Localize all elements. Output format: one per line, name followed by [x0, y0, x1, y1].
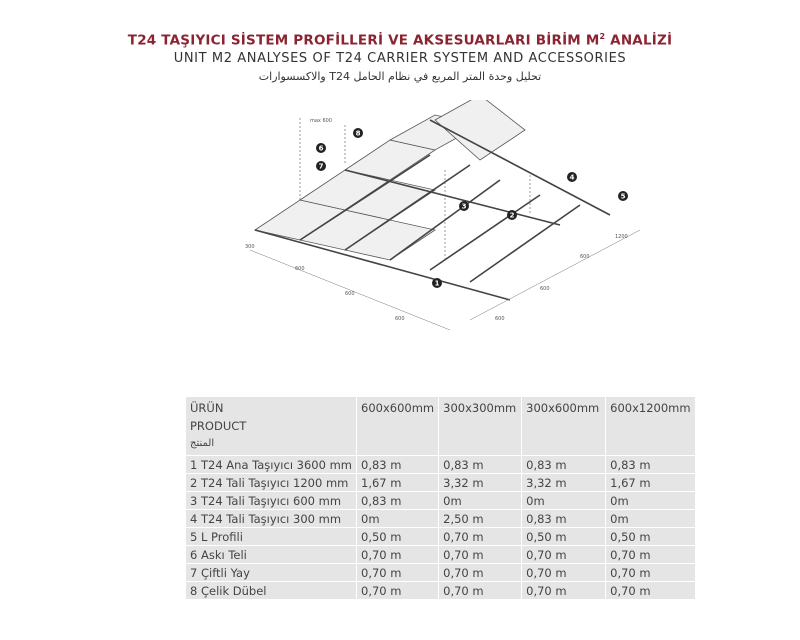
- value-cell: 3,32 m: [439, 474, 522, 492]
- svg-text:4: 4: [569, 173, 575, 182]
- subtitle-arabic: تحليل وحدة المتر المربع في نظام الحامل T24 والاكسسوارات: [258, 70, 542, 83]
- value-cell: 3,32 m: [522, 474, 606, 492]
- callout-2: [507, 210, 517, 220]
- value-cell: 0,70 m: [606, 546, 695, 564]
- svg-text:7: 7: [318, 162, 324, 171]
- value-cell: 0m: [357, 510, 439, 528]
- column-header: 600x600mm: [357, 397, 439, 456]
- value-cell: 0,70 m: [522, 546, 606, 564]
- svg-text:2: 2: [509, 211, 515, 220]
- column-header: 300x300mm: [439, 397, 522, 456]
- value-cell: 0,83 m: [606, 456, 695, 474]
- svg-text:8: 8: [355, 129, 361, 138]
- dimension-label: 600: [540, 286, 550, 292]
- dimension-label: 600: [295, 266, 305, 272]
- value-cell: 0m: [606, 510, 695, 528]
- header-product-ar: المنتج: [190, 438, 215, 449]
- title-superscript: 2: [599, 32, 606, 41]
- product-name: 6 Askı Teli: [186, 546, 357, 564]
- table-row: [186, 492, 695, 510]
- value-cell: 1,67 m: [357, 474, 439, 492]
- value-cell: 2,50 m: [439, 510, 522, 528]
- column-header: 300x600mm: [522, 397, 606, 456]
- value-cell: 0,83 m: [357, 456, 439, 474]
- value-cell: 0,83 m: [522, 510, 606, 528]
- table-row: [186, 474, 695, 492]
- table-row: [186, 546, 695, 564]
- value-cell: 0,70 m: [357, 582, 439, 600]
- product-name: 2 T24 Tali Taşıyıcı 1200 mm: [186, 474, 357, 492]
- value-cell: 0,70 m: [522, 582, 606, 600]
- table-header-row: [186, 397, 695, 456]
- callout-7: [316, 161, 326, 171]
- table-row: [186, 510, 695, 528]
- product-name: 8 Çelik Dübel: [186, 582, 357, 600]
- page-title: [0, 32, 800, 49]
- value-cell: 0,83 m: [522, 456, 606, 474]
- value-cell: 0m: [606, 492, 695, 510]
- product-name: 3 T24 Tali Taşıyıcı 600 mm: [186, 492, 357, 510]
- product-name: 5 L Profili: [186, 528, 357, 546]
- product-name: 1 T24 Ana Taşıyıcı 3600 mm: [186, 456, 357, 474]
- table-row: [186, 582, 695, 600]
- dimension-line: [470, 230, 640, 320]
- dimension-label: 600: [495, 316, 505, 322]
- dimension-label: max 600: [310, 118, 333, 124]
- unit-analysis-table: [186, 397, 696, 600]
- title-tr: T24 TAŞIYICI SİSTEM PROFİLLERİ VE AKSESUARLARI BİRİM M: [127, 32, 600, 49]
- product-header-cell: [186, 397, 357, 456]
- value-cell: 1,67 m: [606, 474, 695, 492]
- value-cell: 0,70 m: [522, 564, 606, 582]
- dimension-label: 600: [580, 254, 590, 260]
- value-cell: 0m: [522, 492, 606, 510]
- callout-3: [459, 201, 469, 211]
- value-cell: 0,83 m: [357, 492, 439, 510]
- value-cell: 0m: [439, 492, 522, 510]
- callout-8: [353, 128, 363, 138]
- subtitle-english: UNIT M2 ANALYSES OF T24 CARRIER SYSTEM AND ACCESSORIES: [173, 51, 627, 66]
- callout-1: [432, 278, 442, 288]
- ceiling-grid-diagram: [230, 100, 650, 340]
- svg-text:3: 3: [461, 202, 467, 211]
- value-cell: 0,83 m: [439, 456, 522, 474]
- callout-6: [316, 143, 326, 153]
- value-cell: 0,70 m: [439, 546, 522, 564]
- table-row: [186, 456, 695, 474]
- value-cell: 0,70 m: [606, 582, 695, 600]
- dimension-label: 600: [345, 291, 355, 297]
- value-cell: 0,50 m: [606, 528, 695, 546]
- dimension-label: 1200: [615, 234, 628, 240]
- value-cell: 0,70 m: [606, 564, 695, 582]
- value-cell: 0,70 m: [439, 582, 522, 600]
- dimension-label: 600: [395, 316, 405, 322]
- svg-text:6: 6: [318, 144, 324, 153]
- table-row: [186, 564, 695, 582]
- title-tr-end: ANALİZİ: [605, 32, 673, 49]
- value-cell: 0,70 m: [357, 546, 439, 564]
- product-name: 4 T24 Tali Taşıyıcı 300 mm: [186, 510, 357, 528]
- product-name: 7 Çiftli Yay: [186, 564, 357, 582]
- main-runner: [430, 120, 610, 215]
- header-product-tr: ÜRÜN: [190, 401, 224, 415]
- table-row: [186, 528, 695, 546]
- dimension-line: [250, 250, 450, 330]
- callout-4: [567, 172, 577, 182]
- svg-text:1: 1: [434, 279, 440, 288]
- header-product-en: PRODUCT: [190, 419, 247, 433]
- value-cell: 0,70 m: [439, 564, 522, 582]
- value-cell: 0,50 m: [522, 528, 606, 546]
- callout-5: [618, 191, 628, 201]
- value-cell: 0,50 m: [357, 528, 439, 546]
- column-header: 600x1200mm: [606, 397, 695, 456]
- value-cell: 0,70 m: [439, 528, 522, 546]
- svg-text:5: 5: [620, 192, 626, 201]
- value-cell: 0,70 m: [357, 564, 439, 582]
- dimension-label: 300: [245, 244, 255, 250]
